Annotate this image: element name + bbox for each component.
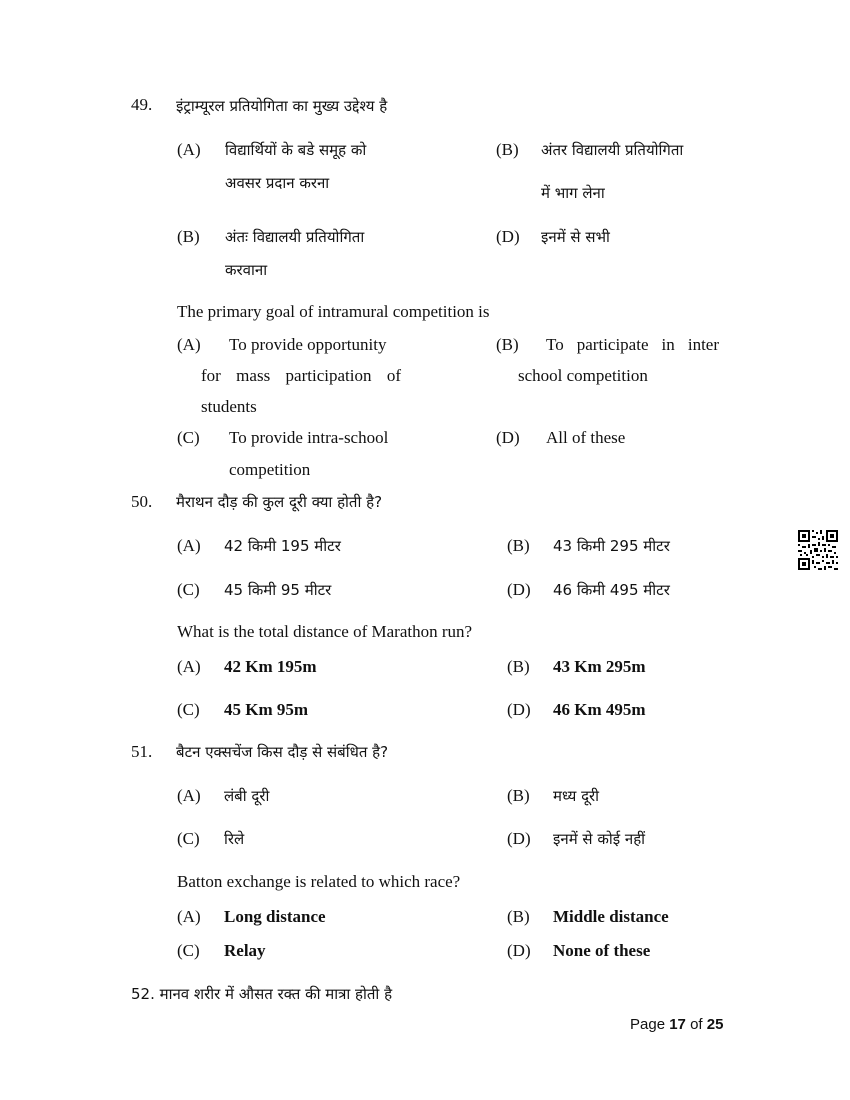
- q50-eng-opt-d-label: (D): [507, 700, 531, 719]
- q49-eng-opt-a-line1: To provide opportunity: [229, 335, 387, 354]
- qr-code-icon: [798, 530, 838, 570]
- q50-hindi-opt-a-label: (A): [177, 536, 201, 555]
- q50-hindi-question: मैराथन दौड़ की कुल दूरी क्या होती है?: [176, 493, 383, 511]
- footer-page-word: Page: [630, 1016, 666, 1033]
- q51-eng-opt-d-label: (D): [507, 941, 531, 960]
- q49-eng-opt-a-line3: students: [201, 397, 257, 416]
- q49-hindi-opt-d-label: (D): [496, 227, 520, 246]
- q51-eng-opt-d: None of these: [553, 941, 651, 960]
- q49-eng-opt-b-line2: school competition: [518, 366, 648, 385]
- q49-hindi-opt-a-line1: विद्यार्थियों के बडे समूह को: [225, 141, 367, 159]
- q50-eng-opt-a: 42 Km 195m: [224, 657, 317, 676]
- q50-hindi-opt-b: 43 किमी 295 मीटर: [553, 537, 670, 555]
- footer-page-total: 25: [706, 1016, 724, 1033]
- q49-hindi-opt-c-line1: अंतः विद्यालयी प्रतियोगिता: [225, 228, 365, 246]
- q50-eng-opt-a-label: (A): [177, 657, 201, 676]
- q51-eng-opt-a-label: (A): [177, 907, 201, 926]
- q49-hindi-opt-a-label: (A): [177, 140, 201, 159]
- q51-hindi-opt-a: लंबी दूरी: [224, 787, 270, 805]
- footer-page-current: 17: [669, 1016, 686, 1033]
- q51-hindi-opt-c-label: (C): [177, 829, 200, 848]
- q50-hindi-opt-d: 46 किमी 495 मीटर: [553, 581, 670, 599]
- q50-hindi-opt-a: 42 किमी 195 मीटर: [224, 537, 341, 555]
- q49-hindi-opt-c-line2: करवाना: [225, 261, 268, 279]
- q49-hindi-opt-b-label: (B): [496, 140, 519, 159]
- q51-hindi-opt-b-label: (B): [507, 786, 530, 805]
- q50-hindi-opt-c-label: (C): [177, 580, 200, 599]
- q49-hindi-opt-b-line2: में भाग लेना: [541, 184, 605, 202]
- q50-eng-opt-c: 45 Km 95m: [224, 700, 309, 719]
- q49-eng-opt-d-line1: All of these: [546, 428, 626, 447]
- q51-eng-opt-c-label: (C): [177, 941, 200, 960]
- q51-hindi-opt-b: मध्य दूरी: [553, 787, 600, 805]
- q50-english-question: What is the total distance of Marathon run?: [177, 622, 473, 641]
- q51-hindi-opt-d: इनमें से कोई नहीं: [553, 830, 646, 848]
- q50-eng-opt-c-label: (C): [177, 700, 200, 719]
- q49-hindi-opt-a-line2: अवसर प्रदान करना: [225, 174, 330, 192]
- q51-eng-opt-a: Long distance: [224, 907, 326, 926]
- q49-eng-opt-a-label: (A): [177, 335, 201, 354]
- q51-number: 51.: [131, 742, 153, 761]
- q50-eng-opt-b-label: (B): [507, 657, 530, 676]
- q49-hindi-opt-d-line1: इनमें से सभी: [541, 228, 610, 246]
- q49-eng-opt-c-line2: competition: [229, 460, 311, 479]
- q51-hindi-question: बैटन एक्सचेंज किस दौड़ से संबंधित है?: [176, 743, 389, 761]
- q50-hindi-opt-c: 45 किमी 95 मीटर: [224, 581, 332, 599]
- q51-hindi-opt-a-label: (A): [177, 786, 201, 805]
- footer-of-word: of: [690, 1016, 703, 1033]
- q49-number: 49.: [131, 95, 153, 114]
- q50-hindi-opt-d-label: (D): [507, 580, 531, 599]
- q50-eng-opt-b: 43 Km 295m: [553, 657, 646, 676]
- q50-eng-opt-d: 46 Km 495m: [553, 700, 646, 719]
- q51-eng-opt-c: Relay: [224, 941, 266, 960]
- q51-eng-opt-b: Middle distance: [553, 907, 669, 926]
- page-footer: [630, 1016, 723, 1033]
- q49-eng-opt-c-line1: To provide intra-school: [229, 428, 389, 447]
- q51-eng-opt-b-label: (B): [507, 907, 530, 926]
- q49-eng-opt-b-label: (B): [496, 335, 519, 354]
- q51-hindi-opt-c: रिले: [224, 830, 245, 848]
- q51-hindi-opt-d-label: (D): [507, 829, 531, 848]
- q50-number: 50.: [131, 492, 153, 511]
- q49-eng-opt-a-line2: for mass participation of: [201, 366, 401, 385]
- q49-hindi-opt-c-label: (B): [177, 227, 200, 246]
- q49-eng-opt-d-label: (D): [496, 428, 520, 447]
- q51-english-question: Batton exchange is related to which race?: [177, 872, 461, 891]
- q49-english-question: The primary goal of intramural competition is: [177, 302, 490, 321]
- q49-hindi-opt-b-line1: अंतर विद्यालयी प्रतियोगिता: [541, 141, 684, 159]
- q49-eng-opt-b-line1: To participate in inter: [546, 335, 719, 354]
- q52-hindi-question: 52. मानव शरीर में औसत रक्त की मात्रा होती है: [131, 985, 393, 1003]
- q50-hindi-opt-b-label: (B): [507, 536, 530, 555]
- q49-hindi-question: इंट्राम्यूरल प्रतियोगिता का मुख्य उद्देश्य है: [176, 97, 388, 115]
- q49-eng-opt-c-label: (C): [177, 428, 200, 447]
